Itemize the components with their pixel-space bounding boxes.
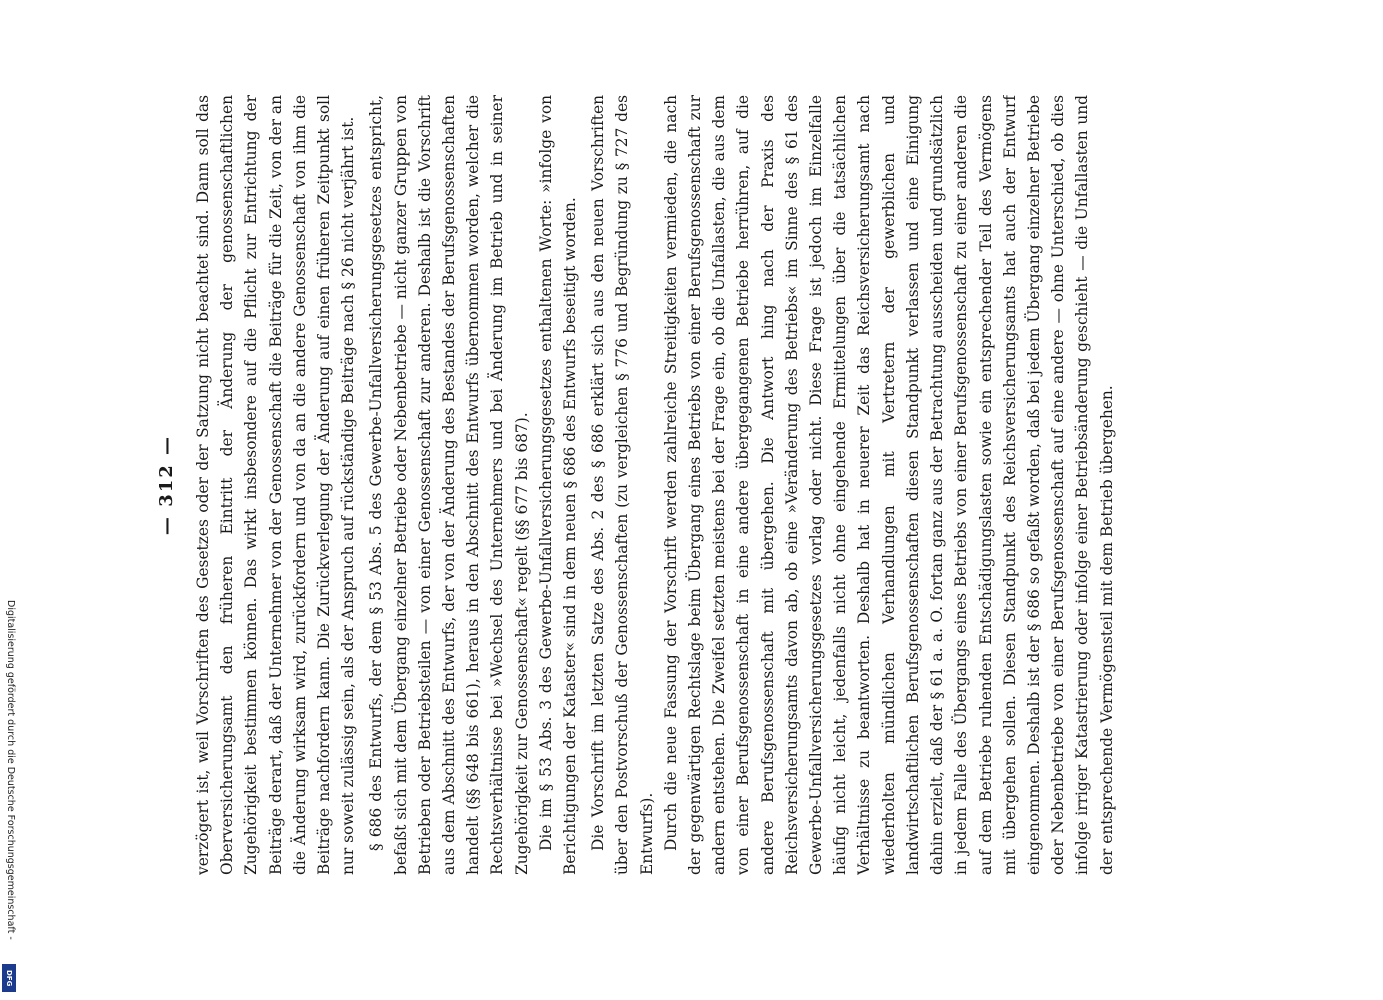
page-number: — 312 — xyxy=(156,434,177,536)
dfg-logo: DFG xyxy=(2,964,16,992)
paragraph-1: verzögert ist, weil Vorschriften des Gesetzes oder der Satzung nicht beachtet sind. Dann soll das Oberversicherungsamt den früheren Eintritt der Änderung der genossenschaftlichen Zugehörigkeit bestimmen können. Das wirkt insbesondere auf die Pflicht zur Entrichtung der Beiträge derart, daß der Unternehmer von der Genossenschaft die Beiträge für die Zeit, von der an die Änderung wirksam wird, zurückfordern und von da an die andere Genossenschaft von ihm die Beiträge nachfordern kann. Die Zurückverlegung der Änderung auf einen früheren Zeitpunkt soll nur soweit zulässig sein, als der Anspruch auf rückständige Beiträge nach § 26 nicht verjährt ist. xyxy=(194,95,358,875)
paragraph-3: Die im § 53 Abs. 3 des Gewerbe-Unfallversicherungsgesetzes enthaltenen Worte: »infolge von Berichtigungen der Kataster« sind in dem neuen § 686 des Entwurfs beseitigt worden. xyxy=(536,95,580,875)
funding-note: Digitalisierung gefördert durch die Deutsche Forschungsgemeinschaft - xyxy=(5,600,16,940)
digitization-footer xyxy=(0,0,24,1000)
paragraph-4: Die Vorschrift im letzten Satze des Abs. 2 des § 686 erklärt sich aus den neuen Vorschriften über den Postvorschuß der Genossenschaften (zu vergleichen § 776 und Begründung zu § 727 des Entwurfs). xyxy=(589,95,656,875)
page-content xyxy=(150,95,1255,875)
paragraph-2: § 686 des Entwurfs, der dem § 53 Abs. 5 des Gewerbe-Unfallversicherungsgesetzes entspricht, befaßt sich mit dem Übergang einzelner Betriebe oder Nebenbetriebe — nicht ganzer Gruppen von Betrieben oder Betriebsteilen — von einer Genossenschaft zur anderen. Deshalb ist die Vorschrift aus dem Abschnitt des Entwurfs, der von der Änderung des Bestandes der Berufsgenossenschaften handelt (§§ 648 bis 661), heraus in den Abschnitt des Entwurfs übernommen worden, welcher die Rechtsverhältnisse bei »Wechsel des Unternehmers und bei Änderung im Betrieb und in seiner Zugehörigkeit zur Genossenschaft« regelt (§§ 677 bis 687). xyxy=(367,95,531,875)
paragraph-5: Durch die neue Fassung der Vorschrift werden zahlreiche Streitigkeiten vermieden, die nach der gegenwärtigen Rechtslage beim Übergang eines Betriebs von einer Berufsgenossenschaft zur andern entstehen. Die Zweifel setzten meistens bei der Frage ein, ob die Unfallasten, die aus dem von einer Berufsgenossenschaft in eine andere übergegangenen Betriebe herrühren, auf die andere Berufsgenossenschaft mit übergehen. Die Antwort hing nach der Praxis des Reichsversicherungsamts davon ab, ob eine »Veränderung des Betriebs« im Sinne des § 61 des Gewerbe-Unfallversicherungsgesetzes vorlag oder nicht. Diese Frage ist jedoch im Einzelfalle häufig nicht leicht, jedenfalls nicht ohne eingehende Ermittelungen über die tatsächlichen Verhältnisse zu beantworten. Deshalb hat in neuerer Zeit das Reichsversicherungsamt nach wiederholten mündlichen Verhandlungen mit Vertretern der gewerblichen und landwirtschaftlichen Berufsgenossenschaften diesen Standpunkt verlassen und eine Einigung dahin erzielt, daß der § 61 a. a. O. fortan ganz aus der Betrachtung ausscheiden und grundsätzlich in jedem Falle des Übergangs eines Betriebs von einer Berufsgenossenschaft zu einer anderen die auf dem Betriebe ruhenden Entschädigungslasten sowie ein entsprechender Teil des Vermögens mit übergehen sollen. Diesen Standpunkt des Reichsversicherungsamts hat auch der Entwurf eingenommen. Deshalb ist der § 686 so gefaßt worden, daß bei jedem Übergang einzelner Betriebe oder Nebenbetriebe von einer Berufsgenossenschaft auf eine andere — ohne Unterschied, ob dies infolge irriger Katastrierung oder infolge einer Betriebsänderung geschieht — die Unfallasten und der entsprechende Vermögensteil mit dem Betrieb übergehen. xyxy=(661,95,1116,875)
scanned-page xyxy=(150,95,1255,875)
rotated-page-frame xyxy=(150,95,1255,875)
